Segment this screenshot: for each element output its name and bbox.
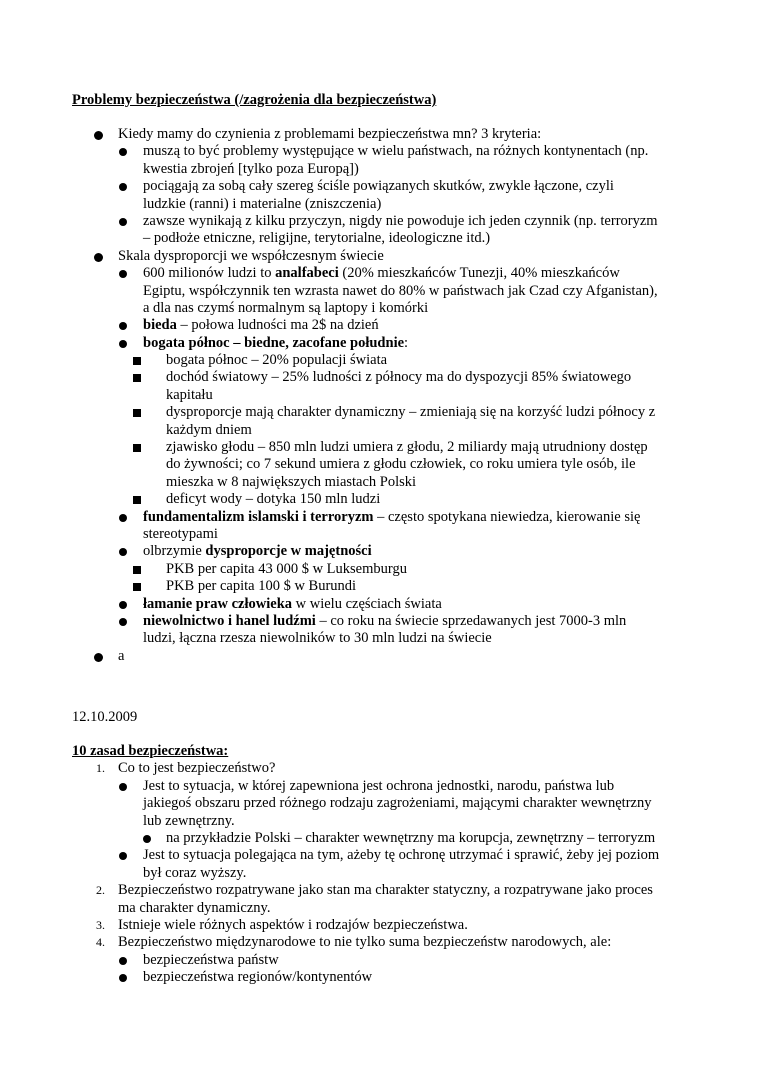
square-bullet-icon (133, 566, 141, 574)
bullet-icon (143, 835, 151, 843)
numbered-item: 1. Co to jest bezpieczeństwo? (96, 760, 276, 777)
problemy-list (0, 126, 760, 665)
bullet-icon (119, 183, 127, 191)
list-item-continuation: kapitału (166, 386, 213, 403)
list-item-continuation: mieszka w 8 największych miastach Polski (166, 473, 417, 490)
bullet-icon (119, 270, 127, 278)
list-item: muszą to być problemy występujące w wielu państwach, na różnych kontynentach (np. (0, 143, 760, 160)
bullet-icon (119, 974, 127, 982)
list-item-continuation: stereotypami (143, 525, 218, 542)
list-item-continuation: a dla nas czymś normalnym są laptopy i komórki (143, 299, 429, 316)
item-number: 1. (96, 761, 105, 776)
numbered-item: 2. Bezpieczeństwo rozpatrywane jako stan ma charakter statyczny, a rozpatrywane jako proces (96, 882, 653, 899)
list-item: na przykładzie Polski – charakter wewnętrzny ma korupcja, zewnętrzny – terroryzm (0, 830, 760, 847)
bullet-icon (94, 253, 103, 262)
section-zasady (0, 743, 760, 986)
list-item: a (0, 648, 760, 665)
bullet-icon (119, 852, 127, 860)
item-number: 4. (96, 935, 105, 950)
list-item-continuation: każdym dniem (166, 421, 252, 438)
list-item-continuation: był coraz wyższy. (143, 864, 247, 881)
list-item: Kiedy mamy do czynienia z problemami bezpieczeństwa mn? 3 kryteria: (0, 126, 760, 143)
list-item: bogata północ – 20% populacji świata (0, 352, 760, 369)
bullet-icon (119, 618, 127, 626)
bullet-icon (94, 131, 103, 140)
list-item-continuation: do żywności; co 7 sekund umiera z głodu człowiek, co roku umiera tyle osób, ile (166, 456, 636, 473)
list-item: bezpieczeństwa regionów/kontynentów (0, 969, 760, 986)
list-item: bezpieczeństwa państw (0, 952, 760, 969)
list-item: Jest to sytuacja, w której zapewniona jest ochrona jednostki, narodu, państwa lub (0, 778, 760, 795)
list-item: zawsze wynikają z kilku przyczyn, nigdy nie powoduje ich jeden czynnik (np. terroryzm (0, 213, 760, 230)
list-item-continuation: ludzi, łączna rzesza niewolników to 30 mln ludzi na świecie (143, 630, 492, 647)
bullet-icon (94, 653, 103, 662)
bullet-icon (119, 340, 127, 348)
bullet-icon (119, 218, 127, 226)
list-item: bogata północ – biedne, zacofane południe: (0, 335, 760, 352)
square-bullet-icon (133, 409, 141, 417)
bullet-icon (119, 783, 127, 791)
bullet-icon (119, 601, 127, 609)
list-item: Jest to sytuacja polegająca na tym, ażeby tę ochronę utrzymać i sprawić, żeby jej poziom (0, 847, 760, 864)
list-item-continuation: Egiptu, współczynnik ten wzrasta nawet do 80% w państwach jak Czad czy Afganistan), (143, 282, 658, 299)
list-item: Skala dysproporcji we współczesnym świecie (0, 248, 760, 265)
list-item: deficyt wody – dotyka 150 mln ludzi (0, 491, 760, 508)
section-heading: Problemy bezpieczeństwa (/zagrożenia dla bezpieczeństwa) (72, 92, 437, 108)
square-bullet-icon (133, 583, 141, 591)
bullet-icon (119, 148, 127, 156)
numbered-item: 3. Istnieje wiele różnych aspektów i rodzajów bezpieczeństwa. (96, 916, 468, 933)
list-item: niewolnictwo i hanel ludźmi – co roku na świecie sprzedawanych jest 7000-3 mln (0, 613, 760, 630)
bullet-icon (119, 548, 127, 556)
list-item: 600 milionów ludzi to analfabeci (20% mieszkańców Tunezji, 40% mieszkańców (0, 265, 760, 282)
list-item: olbrzymie dysproporcje w majętności (0, 543, 760, 560)
numbered-item: 4. Bezpieczeństwo międzynarodowe to nie tylko suma bezpieczeństw narodowych, ale: (96, 934, 612, 951)
list-item-continuation: ma charakter dynamiczny. (118, 899, 271, 916)
list-item-continuation: – podłoże etniczne, religijne, terytorialne, ideologiczne itd.) (143, 230, 491, 247)
list-item: pociągają za sobą cały szereg ściśle powiązanych skutków, zwykle łączone, czyli (0, 178, 760, 195)
square-bullet-icon (133, 357, 141, 365)
square-bullet-icon (133, 444, 141, 452)
bullet-icon (119, 957, 127, 965)
list-item: PKB per capita 43 000 $ w Luksemburgu (0, 561, 760, 578)
section-heading: 10 zasad bezpieczeństwa: (72, 743, 229, 759)
section-problemy (0, 92, 760, 109)
list-item: łamanie praw człowieka w wielu częściach świata (0, 596, 760, 613)
list-item-continuation: lub zewnętrzny. (143, 812, 235, 829)
list-item: zjawisko głodu – 850 mln ludzi umiera z głodu, 2 miliardy mają utrudniony dostęp (0, 439, 760, 456)
list-item: bieda – połowa ludności ma 2$ na dzień (0, 317, 760, 334)
item-number: 3. (96, 917, 105, 932)
bullet-icon (119, 514, 127, 522)
item-number: 2. (96, 883, 105, 898)
list-item: dochód światowy – 25% ludności z północy ma do dyspozycji 85% światowego (0, 369, 760, 386)
list-item-continuation: jakiegoś obszaru przed różnego rodzaju zagrożeniami, mającymi charakter wewnętrzny (143, 795, 652, 812)
list-item: PKB per capita 100 $ w Burundi (0, 578, 760, 595)
date-line (0, 709, 760, 726)
list-item: dysproporcje mają charakter dynamiczny – zmieniają się na korzyść ludzi północy z (0, 404, 760, 421)
list-item-continuation: ludzkie (ranni) i materialne (zniszczenia) (143, 195, 382, 212)
square-bullet-icon (133, 496, 141, 504)
list-item-continuation: kwestia zbrojeń [tylko poza Europą]) (143, 160, 359, 177)
square-bullet-icon (133, 374, 141, 382)
date: 12.10.2009 (72, 709, 138, 725)
list-item: fundamentalizm islamski i terroryzm – często spotykana niewiedza, kierowanie się (0, 509, 760, 526)
bullet-icon (119, 322, 127, 330)
